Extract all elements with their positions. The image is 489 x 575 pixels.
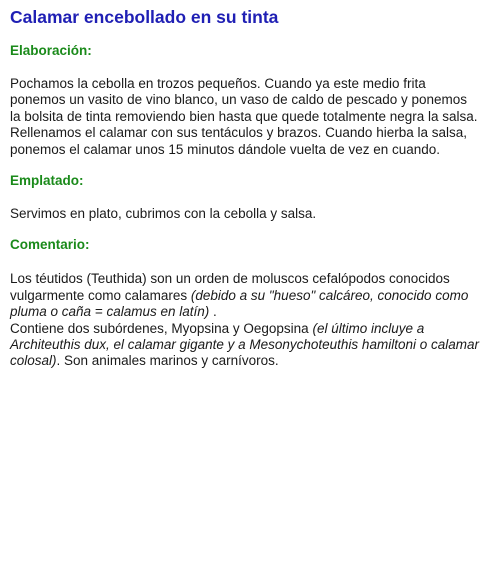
page-title: Calamar encebollado en su tinta (10, 7, 279, 27)
section-heading-emplatado: Emplatado: (10, 173, 84, 189)
comentario-text-2: Contiene dos subórdenes, Myopsina y Oegopsina (10, 320, 313, 336)
section-text-emplatado: Servimos en plato, cubrimos con la cebolla y salsa. (10, 206, 317, 222)
section-heading-elaboracion: Elaboración: (10, 43, 92, 58)
section-heading-comentario: Comentario: (10, 237, 90, 253)
section-text-elaboracion: Pochamos la cebolla en trozos pequeños. Cuando ya este medio frita ponemos un vasito de vino blanco, un vaso de caldo de pescado y ponemos la bolsita de tinta removiendo bien hasta que quede totalmente negra la salsa. Rellenamos el calamar con sus tentáculos y brazos. Cuando hierba la salsa, ponemos el calamar unos 15 minutos dándole vuelta de vez en cuando. (10, 76, 478, 157)
comentario-italic-1: (debido a su "hueso" calcáreo, conocido como pluma o caña = calamus en latín) (10, 287, 469, 320)
section-text-comentario (10, 271, 479, 369)
comentario-italic-2: (el último incluye a Architeuthis dux, el calamar gigante y a Mesonychoteuthis hamiltoni o calamar colosal) (10, 320, 479, 369)
comentario-text-1: Los téutidos (Teuthida) son un orden de moluscos cefalópodos conocidos vulgarmente como calamares (10, 271, 450, 303)
comentario-text-2-end: . Son animales marinos y carnívoros. (56, 353, 279, 369)
comentario-text-1-end: . (209, 304, 217, 320)
